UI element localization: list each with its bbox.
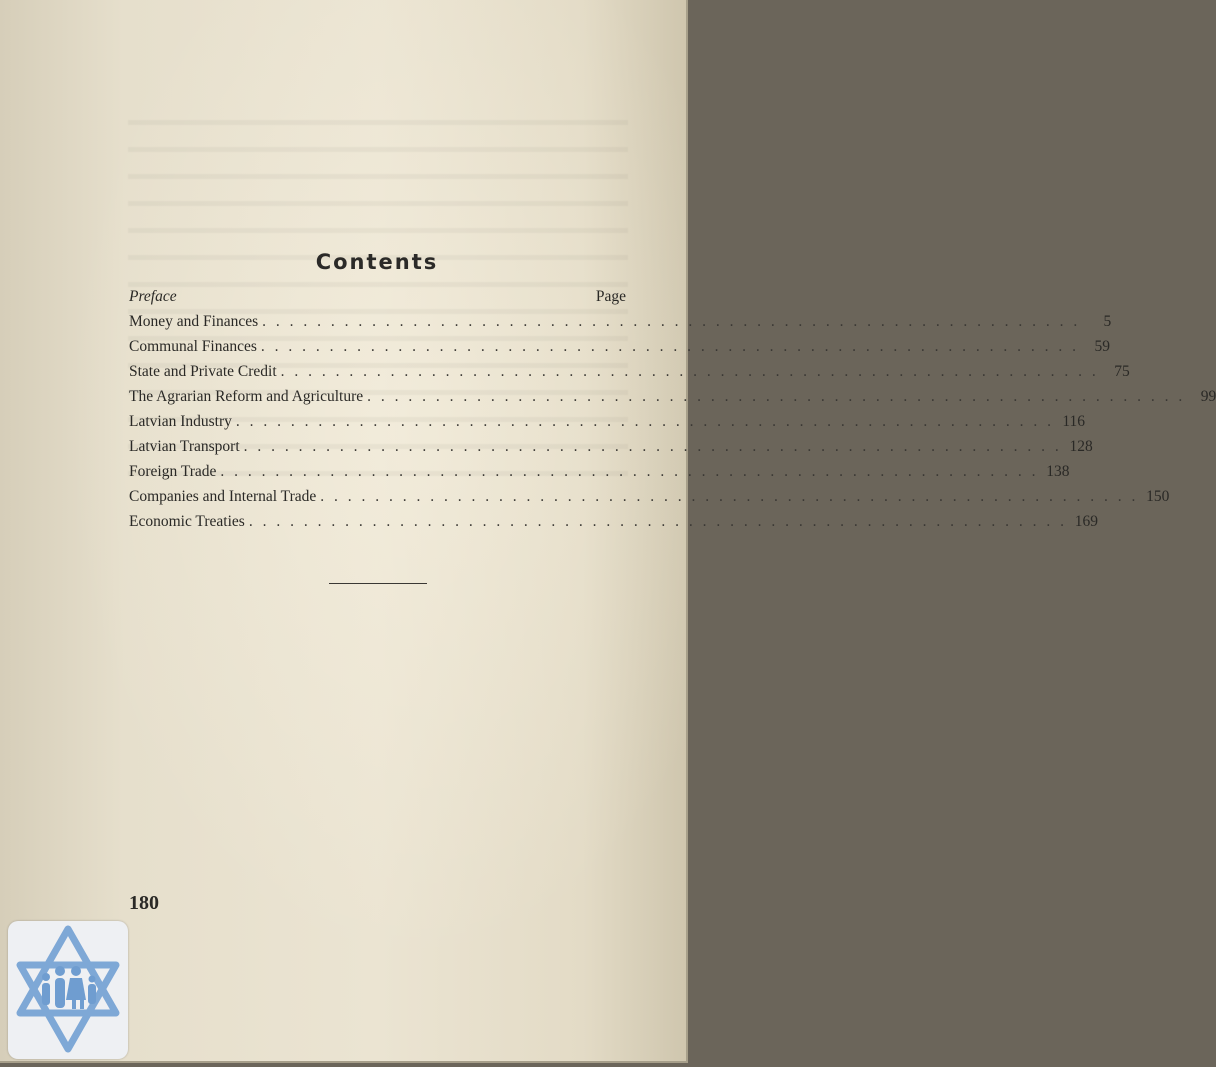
page-column-header: Page [595,288,626,305]
toc-entry [129,459,1070,484]
leader-dots: . . . . . . . . . . . . . . . . . . . . . . . . . . . . . . . . . . . . . . . . . . . . . . . . . . . . . . . . . . . . [243,438,1059,455]
toc-entry-title: Money and Finances [129,313,259,330]
toc-entry [129,334,1110,359]
section-divider [329,583,427,584]
leader-dots: . . . . . . . . . . . . . . . . . . . . . . . . . . . . . . . . . . . . . . . . . . . . . . . . . . . . . . . . . . . . [260,338,1076,355]
toc-entry [129,484,1170,509]
toc-entry-title: Communal Finances [129,338,257,355]
toc-entry-title: The Agrarian Reform and Agriculture [129,388,364,405]
toc-entry-page: 128 [1069,438,1093,455]
leader-dots: . . . . . . . . . . . . . . . . . . . . . . . . . . . . . . . . . . . . . . . . . . . . . . . . . . . . . . . . . . . . [248,513,1064,530]
toc-entry-page: 138 [1046,463,1070,480]
toc-entry-title: Latvian Industry [129,413,232,430]
toc-entry-page: 59 [1094,338,1110,355]
star-of-david-family-icon [8,921,128,1059]
toc-header [129,284,626,309]
toc-entry [129,359,1130,384]
toc-entry-page: 116 [1062,413,1086,430]
leader-dots: . . . . . . . . . . . . . . . . . . . . . . . . . . . . . . . . . . . . . . . . . . . . . . . . . . . . . . . . . . . . [280,363,1096,380]
leader-dots: . . . . . . . . . . . . . . . . . . . . . . . . . . . . . . . . . . . . . . . . . . . . . . . . . . . . . . . . . . . . [367,388,1183,405]
table-of-contents [129,284,1216,534]
toc-entry-page: 169 [1074,513,1098,530]
page-number: 180 [129,892,159,914]
leader-dots: . . . . . . . . . . . . . . . . . . . . . . . . . . . . . . . . . . . . . . . . . . . . . . . . . . . . . . . . . . . . [235,413,1052,430]
toc-entry-page: 150 [1146,488,1170,505]
toc-entry-title: Latvian Transport [129,438,240,455]
toc-entry-page: 5 [1103,313,1112,330]
toc-entry-title: State and Private Credit [129,363,277,380]
toc-entry [129,434,1093,459]
toc-entry-page: 75 [1114,363,1130,380]
toc-entry-title: Foreign Trade [129,463,217,480]
toc-entry [129,384,1216,409]
preface-label: Preface [129,288,177,305]
toc-entry-page: 99 [1200,388,1216,405]
toc-entry-title: Economic Treaties [129,513,245,530]
toc-entry [129,509,1098,534]
toc-entry-title: Companies and Internal Trade [129,488,317,505]
contents-title: Contents [315,250,439,274]
leader-dots: . . . . . . . . . . . . . . . . . . . . . . . . . . . . . . . . . . . . . . . . . . . . . . . . . . . . . . . . . . . . [262,313,1078,330]
toc-entry [129,409,1086,434]
leader-dots: . . . . . . . . . . . . . . . . . . . . . . . . . . . . . . . . . . . . . . . . . . . . . . . . . . . . . . . . . . . . [220,463,1036,480]
leader-dots: . . . . . . . . . . . . . . . . . . . . . . . . . . . . . . . . . . . . . . . . . . . . . . . . . . . . . . . . . . . . [320,488,1136,505]
toc-entry [129,309,1112,334]
